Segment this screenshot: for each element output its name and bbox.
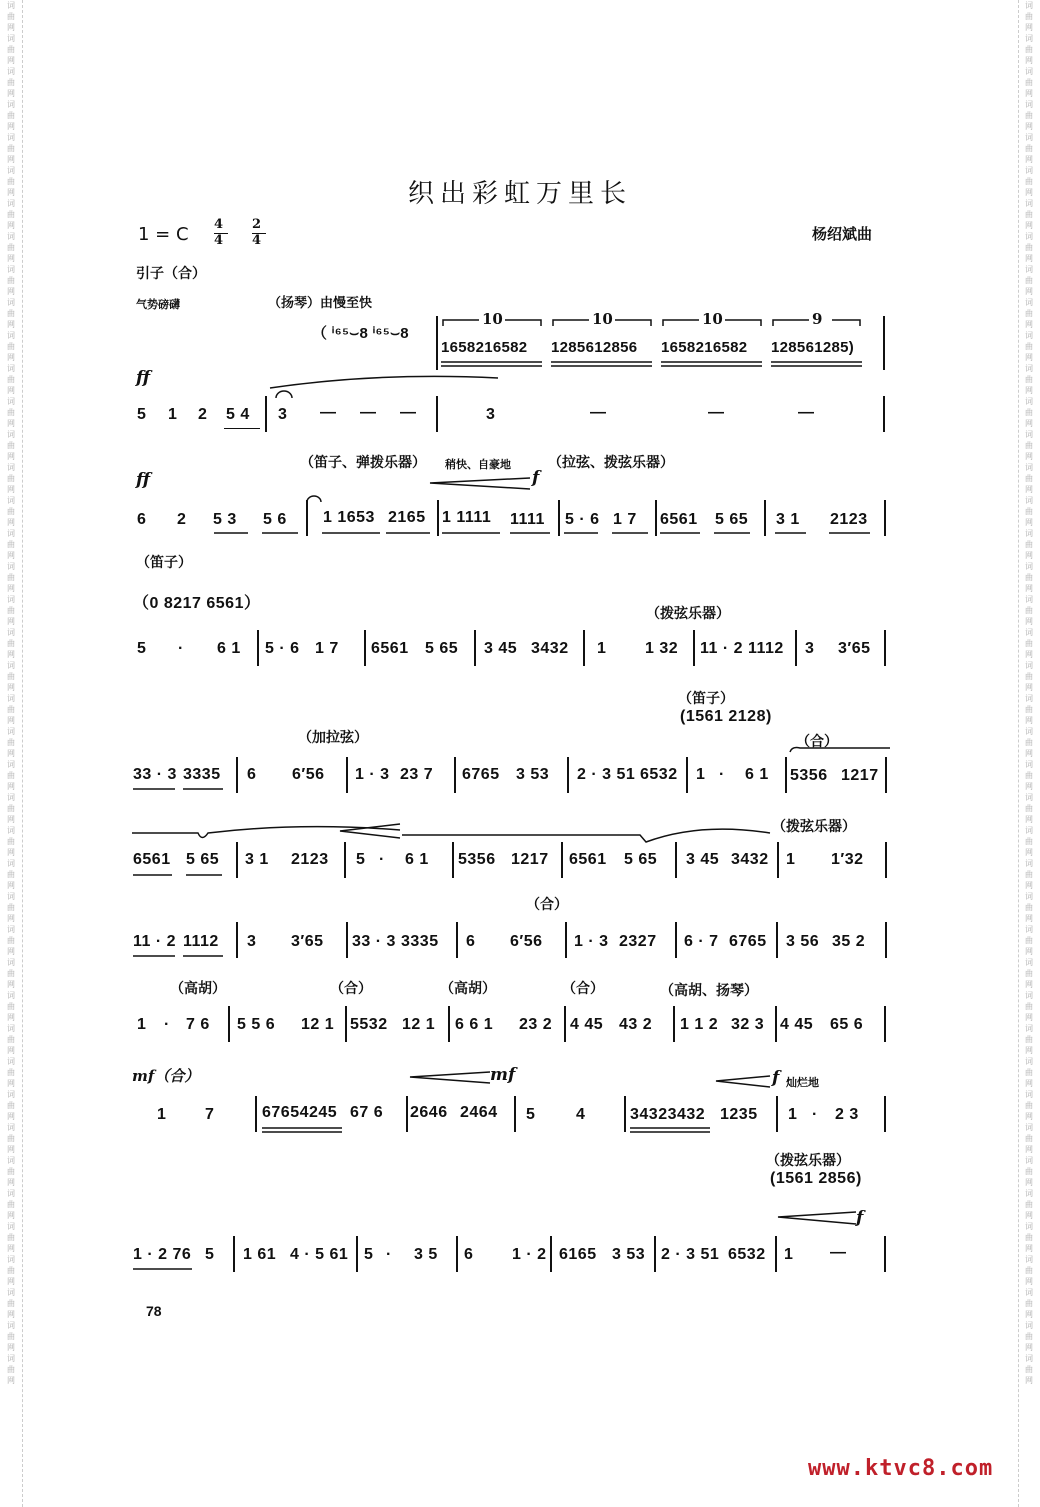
note: 5: [526, 1106, 536, 1123]
instrument-label-dizi: （笛子）: [678, 691, 734, 707]
note: 3: [805, 640, 815, 657]
note: 2165: [388, 509, 426, 526]
note: 1 1111: [442, 509, 492, 526]
note: 3 5: [414, 1246, 438, 1263]
note: 23 2: [519, 1016, 553, 1033]
note: 1235: [720, 1106, 758, 1123]
note: ·: [379, 851, 385, 868]
note: 5 65: [624, 851, 658, 868]
note: 3335: [401, 933, 439, 950]
note: 35 2: [832, 933, 866, 950]
note: ·: [386, 1246, 392, 1263]
note: —: [798, 404, 815, 421]
note: 1: [168, 406, 178, 423]
grace-notes: （ ⁱ⁶⁵⌣8 ⁱ⁶⁵⌣8: [312, 325, 409, 342]
note: 5 65: [715, 511, 749, 528]
instrument-label-lala: （加拉弦）: [298, 730, 368, 746]
note: 2123: [830, 511, 868, 528]
note: 1: [137, 1016, 147, 1033]
note-run: 128561285): [771, 339, 855, 356]
note: 6 · 7: [684, 933, 719, 950]
note: 5 3: [213, 511, 237, 528]
note: 4 45: [780, 1016, 814, 1033]
note: 1 61: [243, 1246, 277, 1263]
note: —: [708, 404, 725, 421]
instrument-label-dizi-pluck: （笛子、弹拨乐器）: [300, 455, 426, 471]
note: 1 1 2: [680, 1016, 719, 1033]
note: 6561: [660, 511, 698, 528]
note: 6′56: [510, 933, 543, 950]
dynamic-f: f: [856, 1208, 864, 1228]
note: 1: [784, 1246, 794, 1263]
instrument-label-dizi: （笛子）: [136, 555, 192, 571]
note: 5 6: [263, 511, 287, 528]
note: 5: [137, 406, 147, 423]
note: 5: [205, 1246, 215, 1263]
note: 2 3: [835, 1106, 859, 1123]
instrument-label-pluck: （拨弦乐器）: [646, 606, 730, 622]
note: —: [400, 404, 417, 421]
note: —: [360, 404, 377, 421]
note: 6′56: [292, 766, 325, 783]
ensemble-label: （合）: [330, 981, 372, 997]
note: 3 45: [686, 851, 720, 868]
note: 23 7: [400, 766, 434, 783]
note: 1 · 2 76: [133, 1246, 192, 1263]
note: 1 · 2: [512, 1246, 547, 1263]
note: 12 1: [301, 1016, 335, 1033]
dynamic-f: f: [772, 1068, 780, 1088]
note: 2 · 3 51: [577, 766, 636, 783]
dynamic-mf: mf（合）: [132, 1067, 200, 1085]
expression-mark: 灿烂地: [786, 1076, 819, 1089]
note: 1112: [748, 640, 784, 657]
note: 5 · 6: [265, 640, 300, 657]
note: 67654245: [262, 1104, 338, 1121]
note: 6561: [569, 851, 607, 868]
note: 3: [486, 406, 496, 423]
tuplet-count: 9: [812, 310, 823, 328]
note: 2464: [460, 1104, 498, 1121]
note: 6561: [371, 640, 409, 657]
note: ·: [164, 1016, 170, 1033]
note: 3 56: [786, 933, 820, 950]
note: 5 65: [186, 851, 220, 868]
note: 6: [137, 511, 147, 528]
note: 6765: [462, 766, 500, 783]
note: 6532: [728, 1246, 766, 1263]
note: 3 45: [484, 640, 518, 657]
note: 1: [696, 766, 706, 783]
time-signature-4-4: 4 4: [214, 217, 223, 249]
instrument-label-pluck: （拨弦乐器）: [772, 819, 856, 835]
note: 1 32: [645, 640, 679, 657]
note: 12 1: [402, 1016, 436, 1033]
dynamic-f: f: [532, 468, 540, 488]
note: 33 · 3: [352, 933, 396, 950]
song-title: 织出彩虹万里长: [408, 179, 633, 209]
note: ·: [719, 766, 725, 783]
note: 3′65: [291, 933, 324, 950]
note: 1: [597, 640, 607, 657]
note: 6 1: [405, 851, 429, 868]
note: —: [830, 1244, 847, 1261]
ensemble-label: （合）: [562, 981, 604, 997]
note: 6165: [559, 1246, 597, 1263]
note: 7 6: [186, 1016, 210, 1033]
note: 1112: [183, 933, 219, 950]
note: 1: [157, 1106, 167, 1123]
note: 43 2: [619, 1016, 653, 1033]
section-label: 引子（合）: [136, 266, 206, 282]
dynamic-ff: ff: [136, 368, 151, 388]
note: 2: [177, 511, 187, 528]
note: 7: [205, 1106, 215, 1123]
note: 2 · 3 51: [661, 1246, 720, 1263]
note: 5 5 6: [237, 1016, 276, 1033]
instrument-label-pluck: （拨弦乐器）: [766, 1153, 850, 1169]
note: 1: [788, 1106, 798, 1123]
note: 3335: [183, 766, 221, 783]
note: 5: [356, 851, 366, 868]
tuplet-count: 10: [592, 310, 613, 328]
note-run: 1285612856: [551, 339, 638, 356]
flute-line: （0 8217 6561）: [133, 595, 261, 612]
note: 11 · 2: [700, 640, 744, 657]
note: 4 · 5 61: [290, 1246, 349, 1263]
note: 5356: [458, 851, 496, 868]
note: 33 · 3: [133, 766, 177, 783]
note: ·: [812, 1106, 818, 1123]
note: 5532: [350, 1016, 388, 1033]
note: 4: [576, 1106, 586, 1123]
site-watermark: www.ktvc8.com: [808, 1456, 994, 1481]
instrument-label-gaohu: （高胡）: [440, 981, 496, 997]
note: 32 3: [731, 1016, 765, 1033]
note: 6: [466, 933, 476, 950]
note-run: 1658216582: [661, 339, 748, 356]
note: —: [590, 404, 607, 421]
note: 34323432: [630, 1106, 706, 1123]
note: 6 6 1: [455, 1016, 494, 1033]
instrument-label-gaohu: （高胡）: [170, 981, 226, 997]
note: 2646: [410, 1104, 448, 1121]
note: 67 6: [350, 1104, 384, 1121]
note: 65 6: [830, 1016, 864, 1033]
note: 1 7: [613, 511, 637, 528]
note: 3 53: [612, 1246, 646, 1263]
ensemble-label: （合）: [796, 734, 838, 750]
note: 3 53: [516, 766, 550, 783]
tuplet-count: 10: [482, 310, 503, 328]
ensemble-label: （合）: [526, 897, 568, 913]
note: 5 65: [425, 640, 459, 657]
note: 1 7: [315, 640, 339, 657]
note: 3 1: [245, 851, 269, 868]
note: 1 · 3: [574, 933, 609, 950]
page-number: 78: [146, 1303, 162, 1319]
expression-mark: 稍快、自豪地: [445, 458, 511, 471]
note: 6: [464, 1246, 474, 1263]
note: 1217: [511, 851, 549, 868]
flute-line: (1561 2128): [680, 708, 772, 725]
note: 6561: [133, 851, 171, 868]
dynamic-mf: mf: [490, 1065, 516, 1085]
instrument-label-gaohu-yangqin: （高胡、扬琴）: [660, 983, 758, 999]
note: 5: [137, 640, 147, 657]
note: 5356: [790, 767, 828, 784]
note: 3432: [731, 851, 769, 868]
pluck-line: (1561 2856): [770, 1170, 862, 1187]
composer-credit: 杨绍斌曲: [812, 225, 873, 243]
key-signature: 1 = C: [138, 224, 189, 245]
note: 1: [786, 851, 796, 868]
tuplet-count: 10: [702, 310, 723, 328]
time-signature-2-4: 2 4: [252, 217, 261, 249]
note: 1′32: [831, 851, 864, 868]
note: —: [320, 404, 337, 421]
note: 3: [278, 406, 288, 423]
note: 6532: [640, 766, 678, 783]
note: 5 · 6: [565, 511, 600, 528]
note: 3432: [531, 640, 569, 657]
note: 5: [364, 1246, 374, 1263]
note: 1111: [510, 511, 545, 528]
note: 6 1: [745, 766, 769, 783]
note: 11 · 2: [133, 933, 177, 950]
note: 4 45: [570, 1016, 604, 1033]
note: 2: [198, 406, 208, 423]
note: 6 1: [217, 640, 241, 657]
instrument-label-yangqin: （扬琴）由慢至快: [268, 296, 373, 311]
note: 1217: [841, 767, 879, 784]
left-side-watermark: 词曲网词曲网词曲网词曲网词曲网词曲网词曲网词曲网词曲网词曲网词曲网词曲网词曲网词曲网词曲网词曲网词曲网词曲网词曲网词曲网词曲网词曲网词曲网词曲网词曲网词曲网词曲网词曲网词曲网词曲网词曲网词曲网词曲网词曲网词曲网词曲网词曲网词曲网词曲网词曲网词曲网词曲网: [7, 1, 15, 1385]
note: ·: [178, 640, 184, 657]
expression-mark: 气势磅礴: [136, 298, 180, 311]
note-run: 1658216582: [441, 339, 528, 356]
note: 1 1653: [323, 509, 375, 526]
note: 3: [247, 933, 257, 950]
note: 6: [247, 766, 257, 783]
note: 5 4: [226, 406, 250, 423]
note: 6765: [729, 933, 767, 950]
dynamic-ff: ff: [136, 470, 151, 490]
note: 2123: [291, 851, 329, 868]
note: 1 · 3: [355, 766, 390, 783]
right-side-watermark: 词曲网词曲网词曲网词曲网词曲网词曲网词曲网词曲网词曲网词曲网词曲网词曲网词曲网词曲网词曲网词曲网词曲网词曲网词曲网词曲网词曲网词曲网词曲网词曲网词曲网词曲网词曲网词曲网词曲网词曲网词曲网词曲网词曲网词曲网词曲网词曲网词曲网词曲网词曲网词曲网词曲网词曲网: [1025, 1, 1033, 1385]
note: 3′65: [838, 640, 871, 657]
note: 2327: [619, 933, 657, 950]
note: 3 1: [776, 511, 800, 528]
instrument-label-strings: （拉弦、拨弦乐器）: [548, 455, 674, 471]
